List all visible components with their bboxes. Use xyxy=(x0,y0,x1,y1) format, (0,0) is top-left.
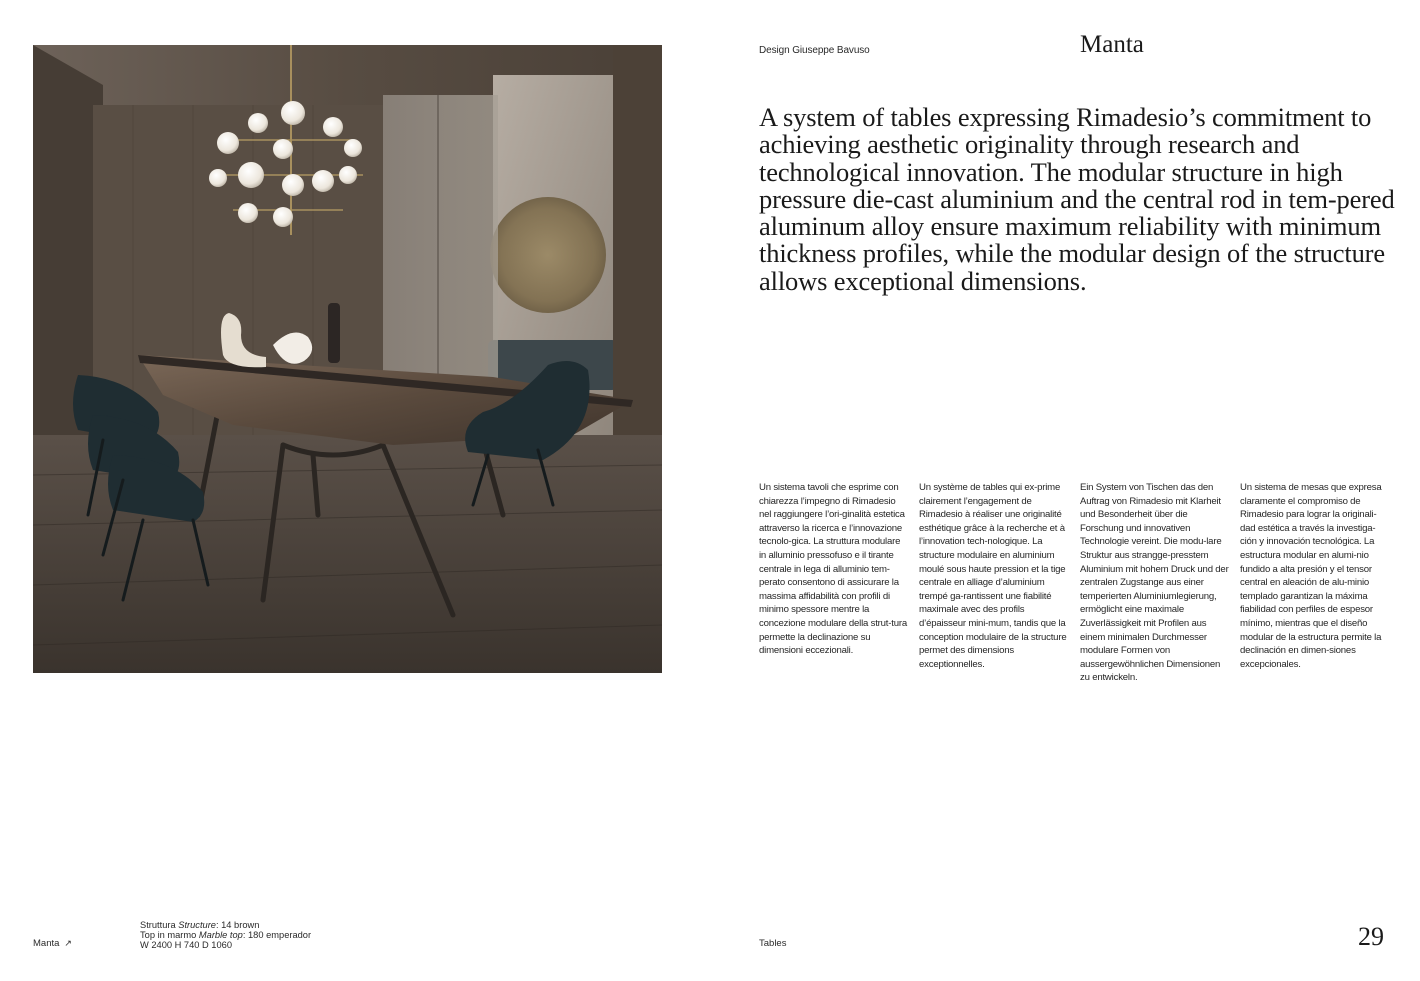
page-title: Manta xyxy=(1080,31,1144,58)
page-number: 29 xyxy=(1358,922,1384,951)
intro-paragraph: A system of tables expressing Rimadesio’s commitment to achieving aesthetic originality through research and technological innovation. The modular structure in high pressure die-cast aluminium and the central rod in tem-pered aluminum alloy ensure maximum reliability with minimum thickness profiles, while the modular design of the structure allows exceptional dimensions. xyxy=(759,102,1395,296)
designer-credit: Design Giuseppe Bavuso xyxy=(759,45,870,56)
photo-caption xyxy=(140,920,311,950)
multilingual-columns xyxy=(759,481,1399,701)
product-link-label: Manta xyxy=(33,938,60,949)
caption-structure: Struttura Structure: 14 brown xyxy=(140,920,260,930)
column-german: Ein System von Tischen das den Auftrag von Rimadesio mit Klarheit und Besonderheit über die Forschung und innovativen Technologie vereint. Die modu-lare Struktur aus strangge-presstem Aluminium mit hohem Druck und der zentralen Zugstange aus einer temperierten Aluminiumlegierung, ermöglicht eine maximale Zuverlässigkeit mit Profilen aus einem minimalen Durchmesser modulare Formen von aussergewöhnlichen Dimensionen zu entwickeln. xyxy=(1080,482,1229,684)
dining-room-illustration xyxy=(33,45,662,673)
product-photo xyxy=(33,45,662,673)
product-link[interactable] xyxy=(33,938,72,949)
column-french: Un système de tables qui ex-prime clairement l’engagement de Rimadesio à réaliser une originalité esthétique grâce à la recherche et à l’innovation tech-nologique. La structure modulaire en aluminium moulé sous haute pression et la tige centrale en alliage d’aluminium trempé ga-rantissent une fiabilité maximale avec des profils d’épaisseur mini-mum, tandis que la conception modulaire de la structure permet des dimensions exceptionnelles. xyxy=(919,482,1067,670)
section-label: Tables xyxy=(759,938,787,949)
column-spanish: Un sistema de mesas que expresa claramente el compromiso de Rimadesio para lograr la originali-dad estética a través la investiga-ción y innovación tecnológica. La estructura modular en alumi-nio fundido a alta presión y el tensor central en aleación de alu-minio templado garantizan la máxima fiabilidad con perfiles de espesor mínimo, mientras que el diseño modular de la estructura permite la declinación en dimen-siones excepcionales. xyxy=(1240,482,1382,670)
arrow-up-right-icon: ↗ xyxy=(64,938,72,948)
caption-top: Top in marmo Marble top: 180 emperador xyxy=(140,930,312,940)
caption-dimensions: W 2400 H 740 D 1060 xyxy=(140,940,232,950)
column-italian: Un sistema tavoli che esprime con chiarezza l’impegno di Rimadesio nel raggiungere l’ori-ginalità estetica attraverso la ricerca e l’innovazione tecnolo-gica. La struttura modulare in alluminio pressofuso e il tirante centrale in lega di alluminio tem-perato consentono di assicurare la massima affidabilità con profili di minimo spessore mentre la concezione modulare della strut-tura permette la declinazione su dimensioni eccezionali. xyxy=(759,482,907,657)
